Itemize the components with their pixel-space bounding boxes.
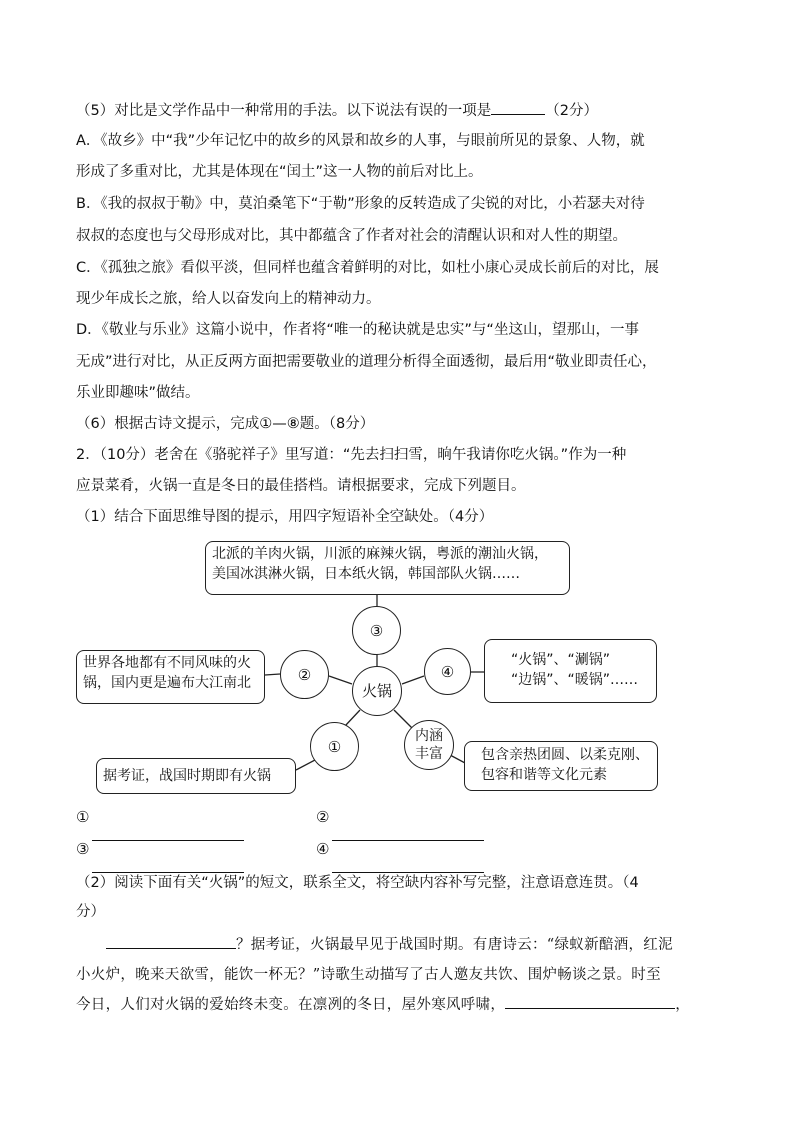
connector-node2-center xyxy=(329,676,352,684)
q5-option-b-line1: B．《我的叔叔于勒》中，莫泊桑笔下“于勒”形象的反转造成了尖锐的对比，小若瑟夫对待 xyxy=(76,196,645,212)
box4-line2: “边锅”、“暖锅”…… xyxy=(511,672,639,688)
answer-blank-2[interactable] xyxy=(332,826,484,841)
mindmap-node-rich-meaning xyxy=(404,720,454,770)
node5-label: 内涵丰富 xyxy=(415,728,443,762)
mindmap-box-names xyxy=(484,639,657,703)
mindmap-box-culture xyxy=(464,741,658,791)
answer-label-2: ② xyxy=(316,808,330,826)
q5-option-d-line3: 乐业即趣味”做结。 xyxy=(76,385,200,401)
q2-intro-line1: 2．（10分）老舍在《骆驼祥子》里写道：“先去扫扫雪，晌午我请你吃火锅。”作为一种 xyxy=(76,447,627,463)
q5-option-a-line1: A．《故乡》中“我”少年记忆中的故乡的风景和故乡的人事，与眼前所见的景象、人物，就 xyxy=(76,133,645,149)
answer-blank-1[interactable] xyxy=(92,826,244,841)
answer-slot-3 xyxy=(76,840,89,858)
q6-text: （6）根据古诗文提示，完成①—⑧题。（8分） xyxy=(76,416,375,432)
connector-node1-box1 xyxy=(296,760,315,770)
mindmap-node-4[interactable]: ④ xyxy=(424,648,471,695)
box5-line1: 包含亲热团圆、以柔克刚、 xyxy=(481,747,649,763)
passage-blank-2[interactable] xyxy=(505,994,675,1009)
passage-line3 xyxy=(76,990,716,1020)
answer-blank-4[interactable] xyxy=(332,858,484,873)
answer-blank-3[interactable] xyxy=(92,858,244,873)
box3-line1: 北派的羊肉火锅，川派的麻辣火锅，粤派的潮汕火锅， xyxy=(212,546,548,562)
connector-box2-node2 xyxy=(265,674,280,675)
q5-option-d-line2: 无成”进行对比，从正反两方面把需要敬业的道理分析得全面透彻，最后用“敬业即责任心， xyxy=(76,354,657,370)
answer-label-4: ④ xyxy=(316,840,330,858)
q2-intro-line2: 应景菜肴，火锅一直是冬日的最佳搭档。请根据要求，完成下列题目。 xyxy=(76,478,526,494)
hotpot-passage xyxy=(76,930,716,1020)
passage-line2: 小火炉，晚来天欲雪，能饮一杯无？”诗歌生动描写了古人邀友共饮、围炉畅谈之景。时至 xyxy=(76,967,661,983)
q5-option-c-line2: 现少年成长之旅，给人以奋发向上的精神动力。 xyxy=(76,291,381,307)
q5-option-d-line1: D．《敬业与乐业》这篇小说中，作者将“唯一的秘诀就是忠实”与“坐这山，望那山，一事 xyxy=(76,322,639,338)
mindmap-box-history: 据考证，战国时期即有火锅 xyxy=(96,758,296,794)
box2-line1: 世界各地都有不同风味的火 xyxy=(83,655,251,671)
connector-node5-box5 xyxy=(450,755,465,763)
passage-blank-1[interactable] xyxy=(106,934,236,949)
answer-label-1: ① xyxy=(76,808,90,826)
q5-stem-text: （5）对比是文学作品中一种常用的手法。以下说法有误的一项是 xyxy=(76,103,492,119)
q5-option-c-line1: C．《孤独之旅》看似平淡，但同样也蕴含着鲜明的对比，如杜小康心灵成长前后的对比，展 xyxy=(76,260,659,276)
connector-center-node5 xyxy=(394,710,412,728)
mindmap-node-2[interactable]: ② xyxy=(280,650,329,699)
mindmap-center-node: 火锅 xyxy=(352,666,402,716)
answer-slot-2 xyxy=(316,808,329,826)
mindmap-node-1[interactable]: ① xyxy=(310,722,359,771)
mindmap-box-worldwide xyxy=(76,650,265,704)
box3-line2: 美国冰淇淋火锅，日本纸火锅，韩国部队火锅…… xyxy=(212,566,520,582)
mindmap-node-3[interactable]: ③ xyxy=(352,606,401,655)
passage-comma: ， xyxy=(675,997,691,1013)
q2-sub1: （1）结合下面思维导图的提示，用四字短语补全空缺处。（4分） xyxy=(76,509,494,525)
passage-text-3: 今日，人们对火锅的爱始终未变。在凛冽的冬日，屋外寒风呼啸， xyxy=(76,997,506,1013)
answer-slot-1 xyxy=(76,808,89,826)
q2-sub2-line2: 分） xyxy=(76,904,105,920)
q5-score: （2分） xyxy=(545,103,598,119)
answer-slot-4 xyxy=(316,840,329,858)
q5-option-b-line2: 叔叔的态度也与父母形成对比，其中都蕴含了作者对社会的清醒认识和对人性的期望。 xyxy=(76,228,627,244)
passage-line1 xyxy=(76,930,716,960)
q2-sub2-line1: （2）阅读下面有关“火锅”的短文，联系全文，将空缺内容补写完整，注意语意连贯。（4 xyxy=(76,875,639,891)
passage-text-1: ？据考证，火锅最早见于战国时期。有唐诗云：“绿蚁新醅酒，红泥 xyxy=(236,937,673,953)
box2-line2: 锅，国内更是遍布大江南北 xyxy=(83,675,251,691)
connector-center-node1 xyxy=(345,710,360,726)
box4-line1: “火锅”、“涮锅” xyxy=(511,652,611,668)
q5-option-a-line2: 形成了多重对比，尤其是体现在“闰土”这一人物的前后对比上。 xyxy=(76,164,483,180)
connector-center-node4 xyxy=(402,676,424,684)
box5-line2: 包容和谐等文化元素 xyxy=(481,767,607,783)
mindmap-box-regional-hotpots xyxy=(205,541,570,595)
answer-label-3: ③ xyxy=(76,840,90,858)
